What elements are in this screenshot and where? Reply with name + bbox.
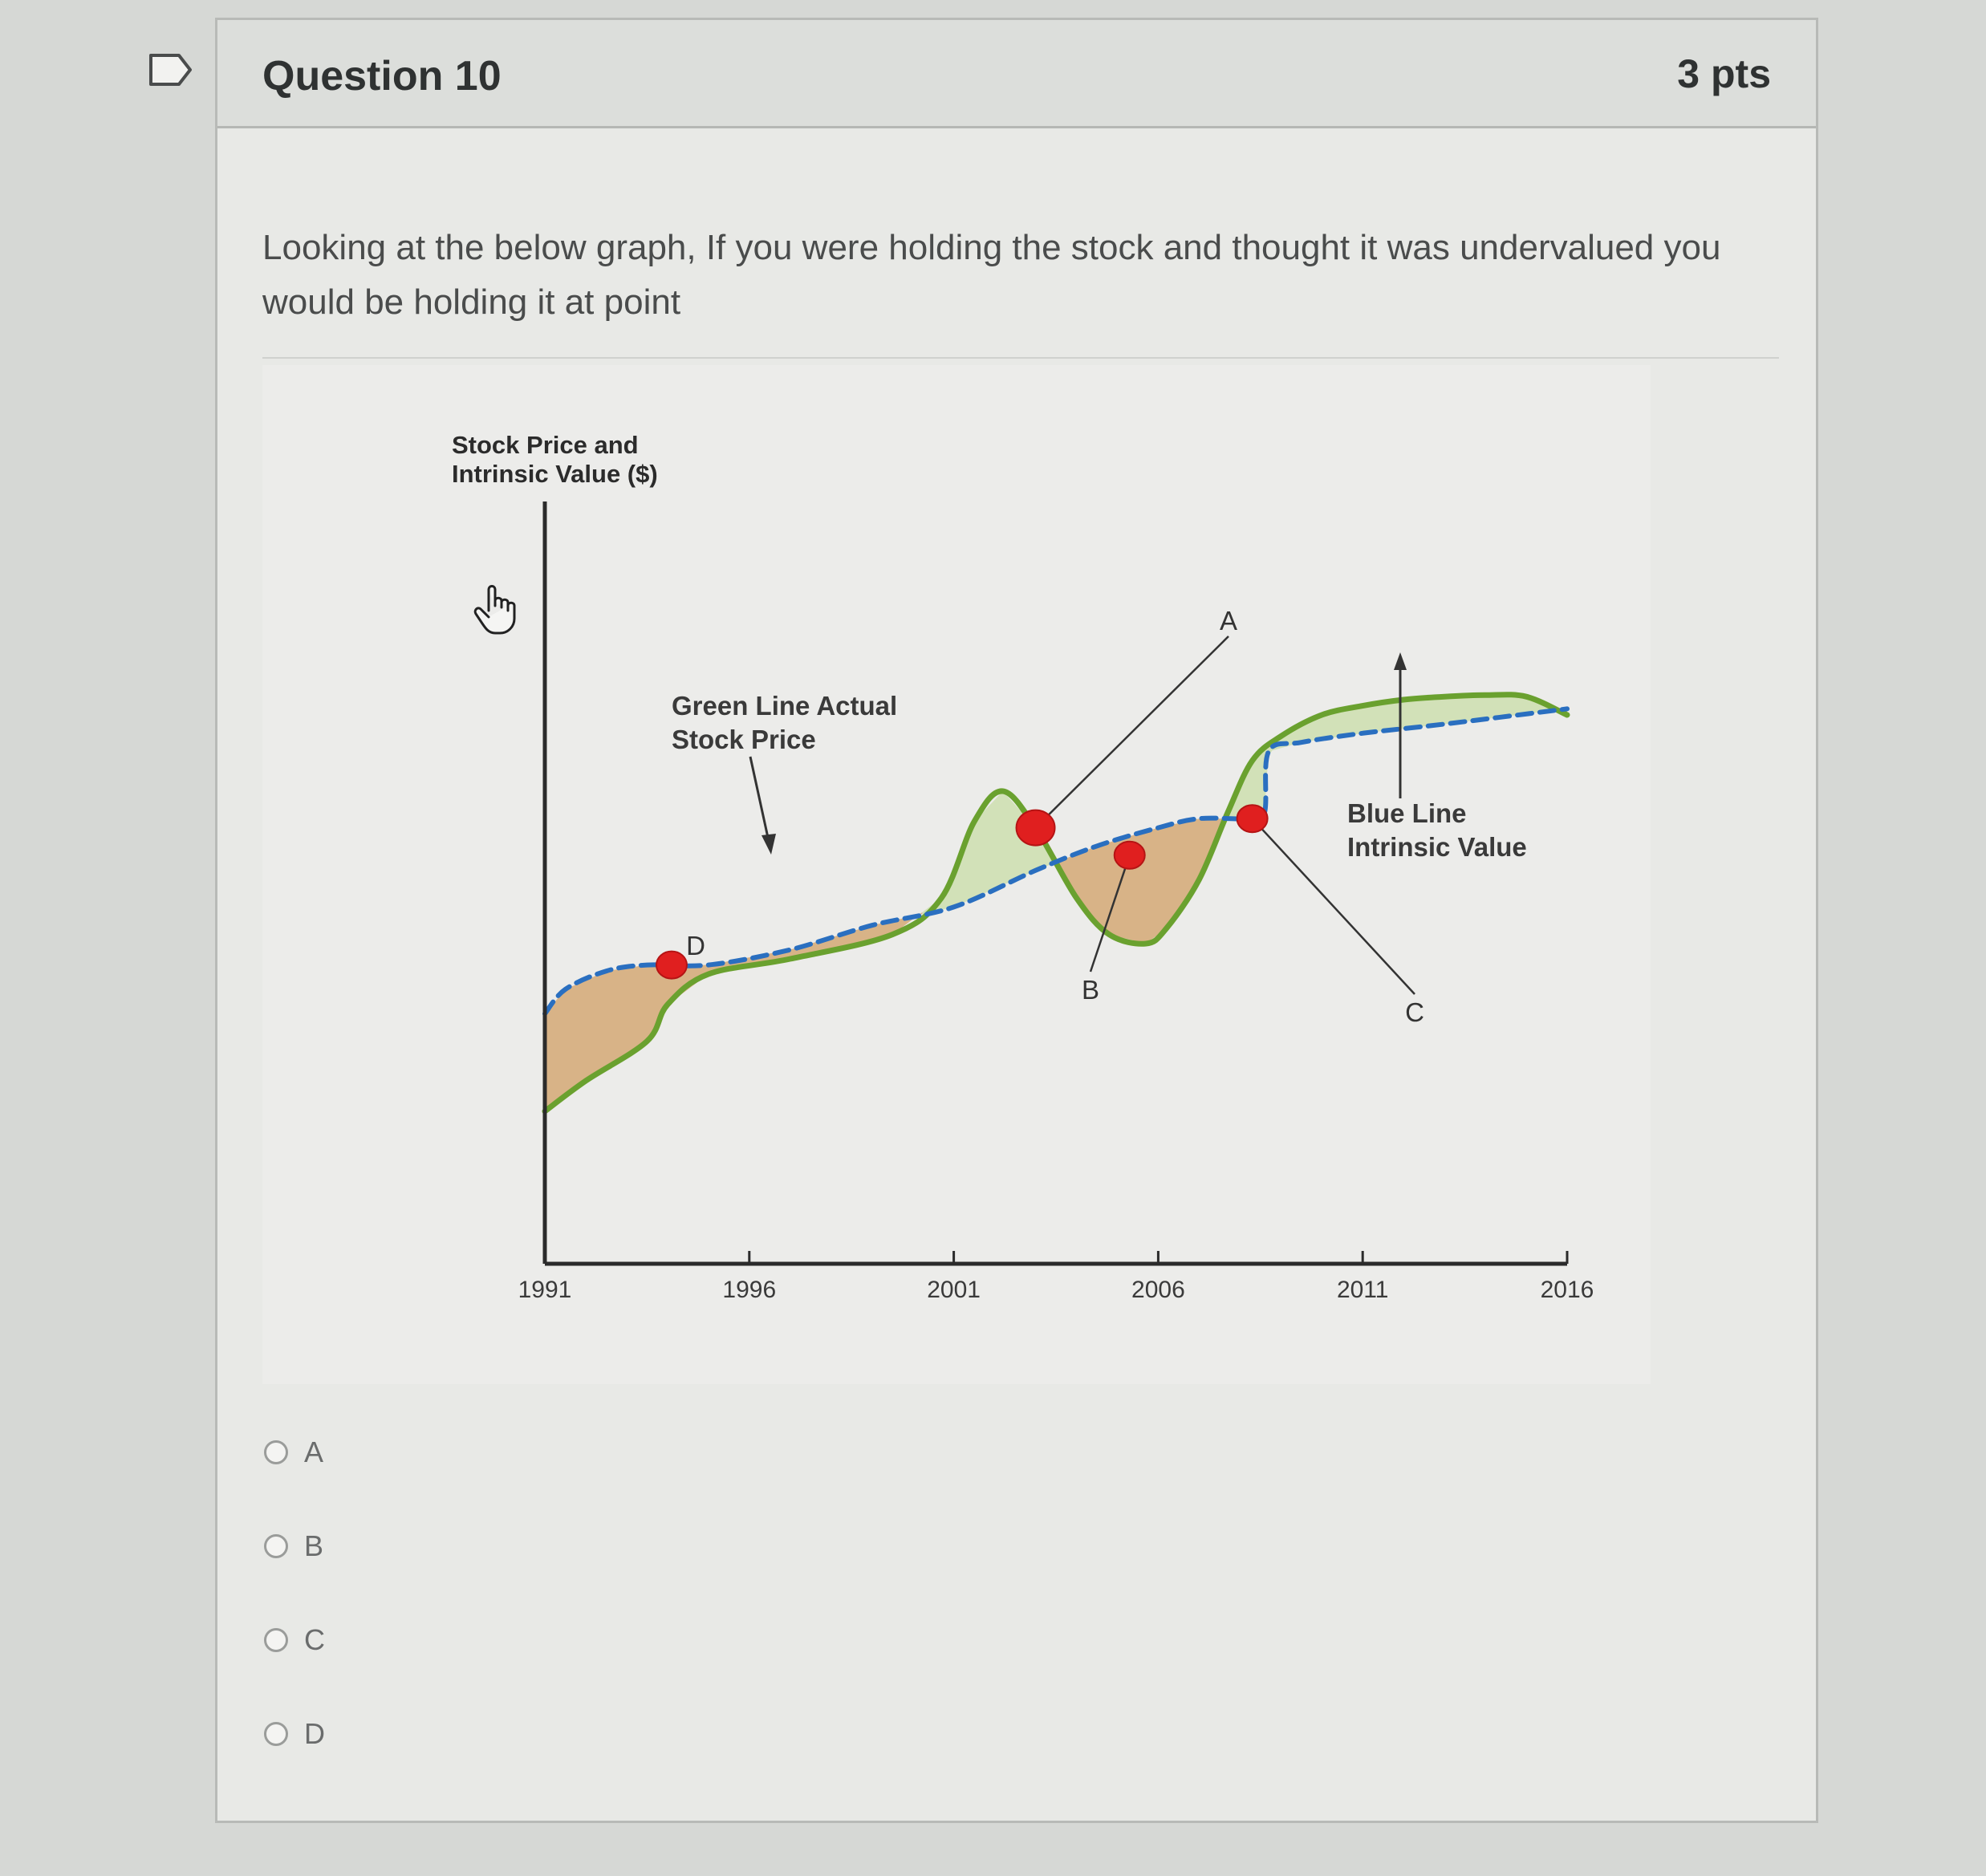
question-text: Looking at the below graph, If you were holding the stock and thought it was undervalued you would be holding it at point	[262, 228, 1721, 322]
y-axis-label-line2: Intrinsic Value ($)	[452, 460, 658, 488]
question-title: Question 10	[262, 53, 502, 99]
x-tick-label: 2016	[1540, 1277, 1594, 1303]
point-label-c: C	[1405, 997, 1424, 1027]
answer-option[interactable]	[264, 1428, 745, 1476]
radio-button[interactable]	[264, 1722, 288, 1746]
radio-button[interactable]	[264, 1440, 288, 1464]
series-line-stock-price	[545, 695, 1567, 1111]
blue-line-label-line1: Blue Line	[1347, 798, 1467, 828]
answer-label: A	[304, 1435, 324, 1468]
answer-label: C	[304, 1623, 325, 1656]
x-tick-label: 2001	[927, 1277, 981, 1303]
answer-option[interactable]	[264, 1616, 745, 1664]
y-axis-label-line1: Stock Price and	[452, 431, 639, 459]
divider	[262, 357, 1779, 359]
data-point-a	[1017, 810, 1055, 846]
arrow-head-icon	[762, 834, 776, 855]
flag-question-icon[interactable]	[148, 52, 193, 87]
answer-label: B	[304, 1529, 324, 1562]
green-line-label-line2: Stock Price	[672, 725, 816, 754]
point-label-b: B	[1081, 975, 1100, 1005]
chart-svg	[262, 365, 1651, 1384]
answer-list	[264, 1428, 745, 1804]
point-label-a: A	[1219, 606, 1238, 635]
answer-option[interactable]	[264, 1522, 745, 1570]
question-card	[215, 18, 1818, 1823]
point-leader-line	[1036, 636, 1229, 828]
chart	[262, 365, 1651, 1384]
answer-label: D	[304, 1717, 325, 1750]
hand-cursor-icon	[475, 587, 514, 634]
arrow-head-icon	[1394, 652, 1407, 670]
radio-button[interactable]	[264, 1534, 288, 1558]
x-tick-label: 2011	[1336, 1277, 1389, 1303]
question-points: 3 pts	[1677, 51, 1771, 96]
answer-option[interactable]	[264, 1710, 745, 1758]
radio-button[interactable]	[264, 1628, 288, 1652]
x-tick-label: 1996	[722, 1277, 777, 1303]
x-tick-label: 2006	[1131, 1277, 1185, 1303]
point-label-d: D	[686, 931, 705, 960]
data-point-d	[656, 952, 687, 979]
data-point-b	[1115, 842, 1145, 869]
data-point-c	[1237, 805, 1268, 832]
green-line-label-line1: Green Line Actual	[672, 691, 898, 721]
blue-line-label-line2: Intrinsic Value	[1347, 832, 1527, 862]
question-header	[217, 20, 1816, 128]
green-line-arrow	[750, 757, 770, 845]
x-tick-label: 1991	[518, 1277, 572, 1303]
